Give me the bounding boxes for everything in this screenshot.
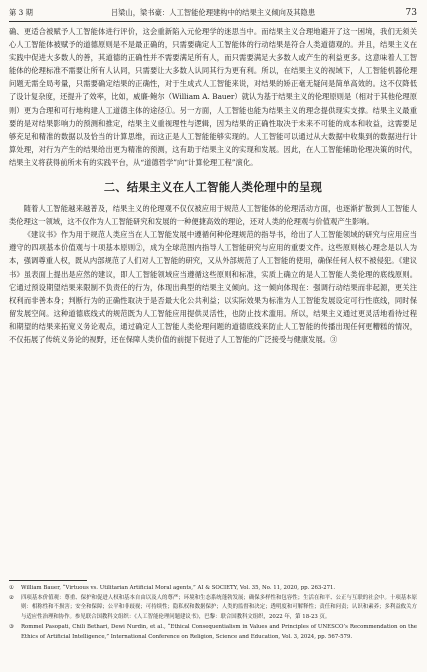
footnote-marker: ② [9,594,14,601]
article-body [9,25,417,346]
footnote-text: 四项基本价值观：尊重、保护和促进人权和基本自由以及人的尊严；环境和生态系统蓬勃发展；确保多样性和包容性；生活在和平、公正与互联的社会中。十项基本原则：相称性和不损害；安全和保障；公平和非歧视；可持续性；隐私权和数据保护；人类的监督和决定；透明度和可解释性；责任和问责；认识和素养；多利益攸关方与适应性治理和协作。参见联合国教科文组织：《人工智能伦理问题建议书》，巴黎：联合国教科文组织，2022 年，第 18-23 页。 [21,594,417,621]
footnote-marker: ① [9,585,14,591]
footnote-2 [9,594,417,623]
running-head: 吕梁山，梁书豪：人工智能伦理建构中的结果主义倾向及其隐患 [110,8,316,17]
footnote-text: Rommel Pasopati, Chili Bethari, Dewi Nurdin, et al., “Ethical Consequentialism in Values and Principles of UNESCO’s Recommendation on the Ethics of Artificial Intelligence,” International Conference on Religion, Science and Education, Vol. 3, 2024, pp. 567-579. [21,623,417,640]
footnote-marker: ③ [9,623,14,630]
page-header [9,6,417,20]
paragraph-3: 《建议书》作为用于规范人类应当在人工智能发展中遵循何种伦理规范的指导书，给出了人工智能领域的研究与应用应当遵守的四项基本价值观与十项基本原则②，成为全球范围内指导人工智能研究与应用的重要文件。这些原则核心理念是以人为本，强调尊重人权，既从内部规范了人们对人工智能的研究，又从外部规范了人工智能的使用，确保任何人权不被侵犯。《建议书》虽表面上提出是应然的建议，即人工智能领域应当遵循这些原则和标准，实质上确立的是人工智能人类伦理的底线原则。它通过预设期望结果来限制不负责任的行为，体现出典型的结果主义倾向。这一倾向体现在：强调行动结果而非起源，更关注权利而非善本身；判断行为的正确性取决于是否最大化公共利益；以实际效果为标准为人工智能发展设定可行性底线，同时保留发展空间。这种道德底线式的规范既为人工智能应用提供灵活性，也防止技术滥用。所以，结果主义通过更灵活地看待过程和期望的结果来拓宽义务论观点，通过确定人工智能人类伦理问题的道德底线来防止人工智能的传播出现任何更糟糕的情况，不仅拓展了传统义务论的视野，还在保障人类价值的前提下促进了人工智能的广泛接受与健康发展。③ [9,230,417,344]
paragraph-1: 确、更适合被赋予人工智能体进行评价，这会重新陷入元伦理学的迷思当中。而结果主义合理地避开了这一困境，我们无须关心人工智能体被赋予的道德原则是不是最正确的，只需要确定人工智能体的行动结果是符合人类道德观的。并且，结果主义在实践中促进大多数人的善，其道德的正确性并不需要满足所有人，而只需要满足大多数人或产生的利益更多。这意味着人工智能体的伦理标准不需要让所有人认同，只需要让大多数人认同其行为更有利。所以，在结果主义的视域下，人工智能机器伦理问题无需全局考量，只需要确定结果的正确性，对于生成式人工智能来说，对结果的矫正毫无疑问是简单高效的。这不仅降低了设计复杂度，还提升了效率，比如，威廉·鲍尔（William A. Bauer）就认为基于结果主义的伦理原则是（相对于其他伦理原则）更为合理和可行地构建人工道德主体的途径①。另一方面，人工智能也能为结果主义的理念提供现实支撑。结果主义最重要的是对结果影响力的预测和推定，结果主义重视理性与逻辑，因为结果的正确性取决于未来不可能的成本和收益，这需要足够充足和精准的数据以及恰当的计算思维，而这正是人工智能能够实现的。人工智能可以通过从大数据中收集到的数据进行计算处理，对行为产生的结果给出更为精准的预测，这有助于结果主义的实现和发展。因此，在人工智能辅助伦理决策的时代，结果主义将获得前所未有的实践平台，从“道德哲学”向“计算伦理工程”演化。 [9,27,417,167]
footnote-3 [9,623,417,642]
footnotes [9,584,417,642]
paragraph-2: 随着人工智能越来越普及，结果主义的伦理观不仅仅被应用于规范人工智能体的伦理活动方面，也逐渐扩散到人工智能人类伦理这一领域，这不仅作为人工智能研究和发展的一种便捷高效的理论，还对人类的伦理观与价值观产生影响。 [9,204,417,227]
footnote-rule [9,580,87,581]
header-rule [9,21,417,22]
section-heading: 二、结果主义在人工智能人类伦理中的呈现 [103,181,323,195]
footnote-1 [9,584,417,594]
issue-label: 第 3 期 [9,8,33,17]
page-number: 73 [405,8,417,18]
footnote-text: William Bauer, “Virtuous vs. Utilitarian Artificial Moral agents,” AI & SOCIETY, Vol. 35, No. 11, 2020, pp. 263-271. [21,585,336,591]
